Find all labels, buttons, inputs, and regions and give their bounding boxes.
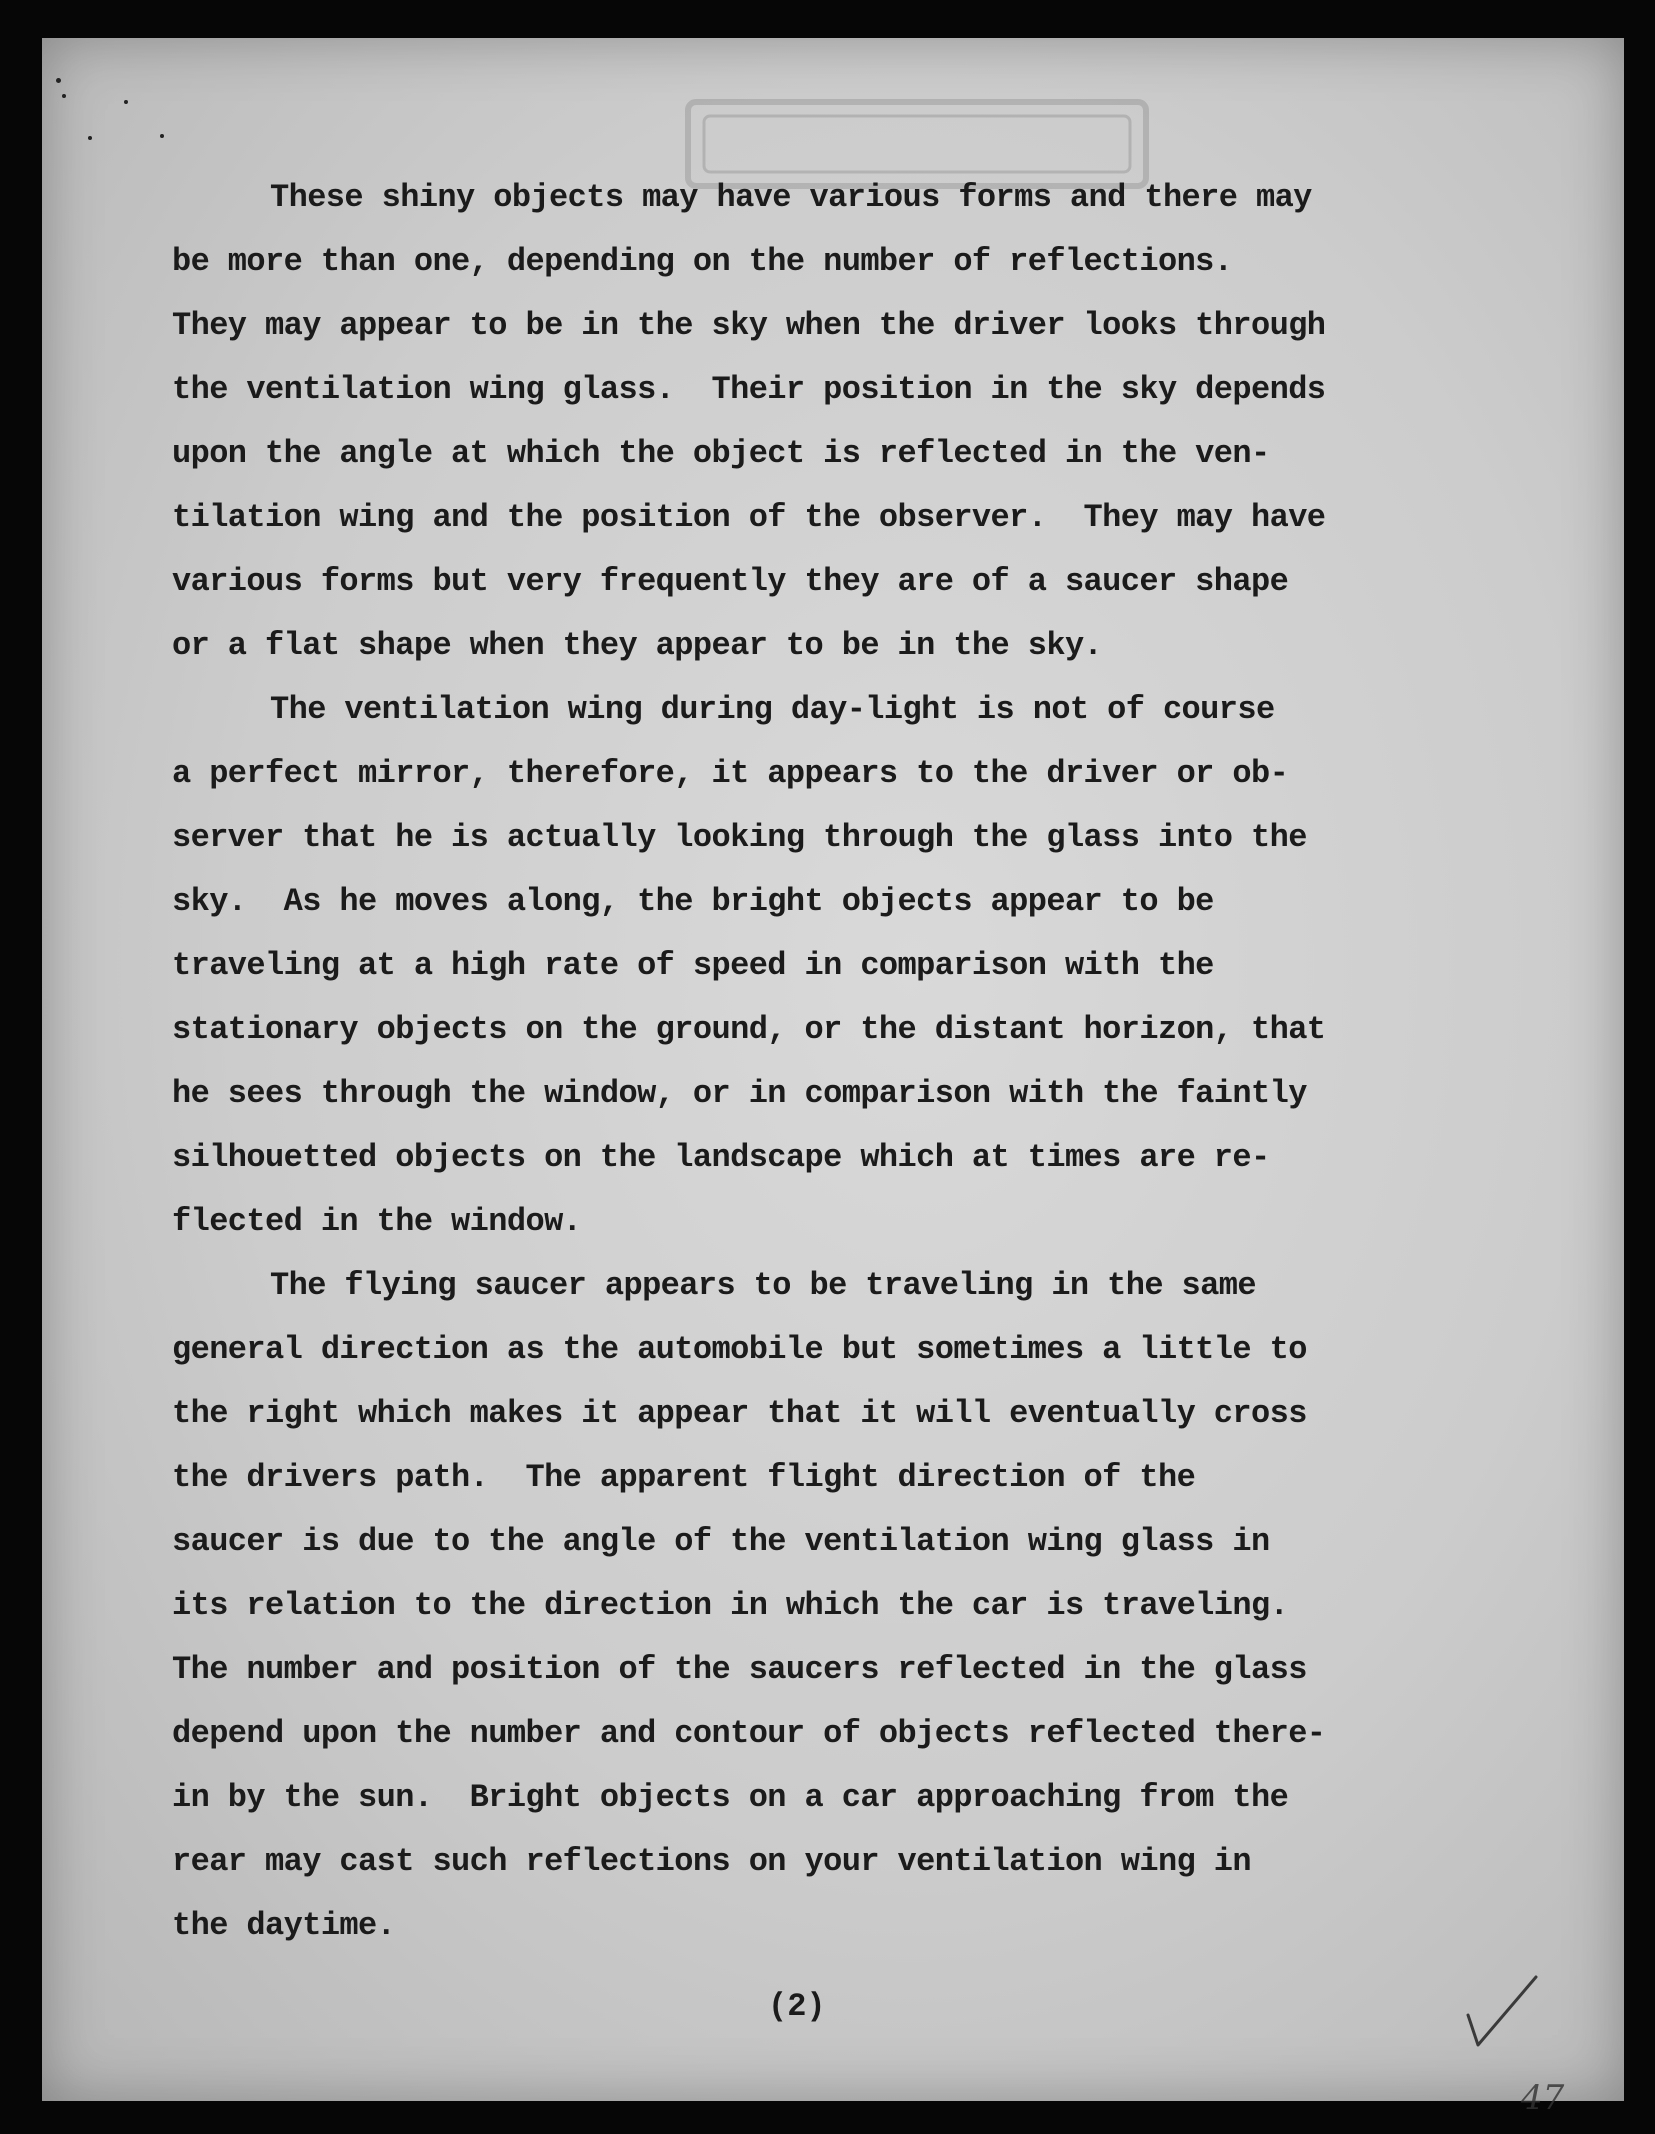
text-line: its relation to the direction in which the car is traveling.: [172, 1587, 1289, 1624]
text-line: in by the sun. Bright objects on a car approaching from the: [172, 1779, 1289, 1816]
text-line: a perfect mirror, therefore, it appears to the driver or ob-: [172, 755, 1289, 792]
text-line: general direction as the automobile but sometimes a little to: [172, 1331, 1307, 1368]
text-line: depend upon the number and contour of objects reflected there-: [172, 1715, 1326, 1752]
text-line: tilation wing and the position of the observer. They may have: [172, 499, 1326, 536]
speck: [88, 136, 92, 140]
text-line: The flying saucer appears to be traveling in the same: [270, 1267, 1256, 1304]
text-line: the ventilation wing glass. Their position in the sky depends: [172, 371, 1326, 408]
text-line: The ventilation wing during day-light is not of course: [270, 691, 1275, 728]
text-line: flected in the window.: [172, 1203, 582, 1240]
text-line: server that he is actually looking through the glass into the: [172, 819, 1307, 856]
page-number: (2): [768, 1988, 826, 2025]
text-line: the right which makes it appear that it will eventually cross: [172, 1395, 1307, 1432]
text-line: the drivers path. The apparent flight direction of the: [172, 1459, 1196, 1496]
text-line: upon the angle at which the object is reflected in the ven-: [172, 435, 1270, 472]
paragraph: [172, 678, 1482, 1254]
checkmark-icon: [1462, 1973, 1542, 2053]
text-line: or a flat shape when they appear to be in the sky.: [172, 627, 1103, 664]
handwritten-note: 47: [1521, 2078, 1565, 2118]
text-line: These shiny objects may have various forms and there may: [270, 179, 1312, 216]
text-line: saucer is due to the angle of the ventilation wing glass in: [172, 1523, 1270, 1560]
text-line: stationary objects on the ground, or the distant horizon, that: [172, 1011, 1326, 1048]
text-line: They may appear to be in the sky when the driver looks through: [172, 307, 1326, 344]
text-line: The number and position of the saucers reflected in the glass: [172, 1651, 1307, 1688]
document-body: [172, 166, 1482, 1958]
text-line: silhouetted objects on the landscape which at times are re-: [172, 1139, 1270, 1176]
text-line: sky. As he moves along, the bright objects appear to be: [172, 883, 1214, 920]
text-line: various forms but very frequently they are of a saucer shape: [172, 563, 1289, 600]
text-line: the daytime.: [172, 1907, 396, 1944]
speck: [124, 100, 128, 104]
text-line: he sees through the window, or in comparison with the faintly: [172, 1075, 1307, 1112]
text-line: traveling at a high rate of speed in comparison with the: [172, 947, 1214, 984]
text-line: be more than one, depending on the number of reflections.: [172, 243, 1233, 280]
paragraph: [172, 1254, 1482, 1958]
speck: [160, 134, 164, 138]
paragraph: [172, 166, 1482, 678]
speck: [56, 78, 61, 83]
speck: [62, 94, 66, 98]
text-line: rear may cast such reflections on your ventilation wing in: [172, 1843, 1251, 1880]
